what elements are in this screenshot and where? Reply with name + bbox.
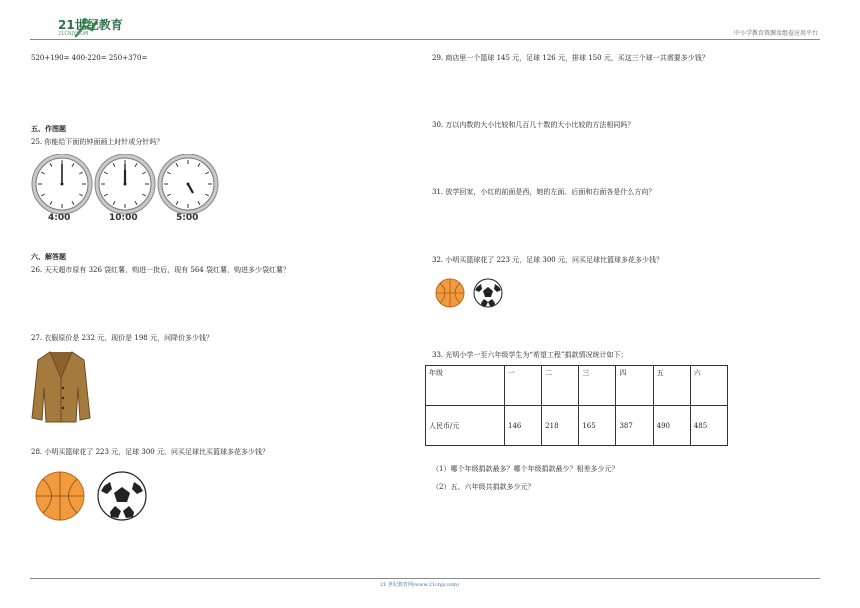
clock-label-2: 10:00 [109, 213, 138, 223]
question-28: 28. 小明买篮球花了 223 元，足球 300 元，问买足球比买篮球多花多少钱？ [31, 448, 269, 456]
question-31: 31. 放学回家，小红的前面是西，她的左面、后面和右面各是什么方向？ [432, 188, 656, 196]
football-image-small [472, 277, 504, 309]
table-cell: 165 [579, 406, 616, 446]
clock-label-3: 5:00 [176, 213, 199, 223]
clock-4-00 [32, 154, 92, 214]
clock-label-1: 4:00 [48, 213, 71, 223]
table-cell: 年级 [426, 366, 505, 406]
sub-question-2: （2）五、六年级共捐款多少元？ [432, 483, 535, 491]
clock-5-00 [158, 154, 218, 214]
logo-subtext: 21CNJY.COM [58, 31, 89, 37]
question-26: 26. 天天超市原有 326 袋红薯，购进一批后，现有 564 袋红薯，购进多少袋红薯？ [31, 266, 290, 274]
header-divider [30, 39, 820, 40]
footer-divider [30, 578, 820, 579]
footer-text[interactable]: 21 世纪教育网(www.21cnjy.com) [380, 582, 459, 588]
basketball-image-large [34, 470, 86, 522]
logo-text: 21世纪教育 [58, 18, 123, 32]
table-cell: 485 [690, 406, 727, 446]
table-cell: 五 [653, 366, 690, 406]
table-cell: 一 [505, 366, 542, 406]
section-5-title: 五、作图题 [31, 124, 66, 133]
question-29: 29. 商店里一个篮球 145 元，足球 126 元，排球 150 元，买这三个球一共需要多少钱？ [432, 54, 709, 62]
coat-image [30, 348, 92, 424]
table-cell: 六 [690, 366, 727, 406]
football-image-large [96, 470, 148, 522]
table-row [426, 406, 728, 446]
basketball-image-small [434, 277, 466, 309]
sub-question-1: （1）哪个年级捐款最多？哪个年级捐款最少？相差多少元？ [432, 465, 619, 473]
table-cell: 二 [542, 366, 579, 406]
table-cell: 四 [616, 366, 653, 406]
clock-10-00 [95, 154, 155, 214]
donation-table [425, 365, 728, 446]
table-cell: 218 [542, 406, 579, 446]
calc-line: 520+190= 400-220= 250+370= [31, 54, 148, 62]
table-cell: 人民币/元 [426, 406, 505, 446]
question-30: 30. 万以内数的大小比较和几百几十数的大小比较的方法相同吗？ [432, 121, 635, 129]
table-cell: 387 [616, 406, 653, 446]
question-32: 32. 小明买篮球花了 223 元，足球 300 元，问买足球比篮球多花多少钱？ [432, 256, 663, 264]
table-cell: 490 [653, 406, 690, 446]
table-cell: 146 [505, 406, 542, 446]
question-25: 25. 你能给下面的钟面画上时针或分针吗？ [31, 138, 164, 146]
table-header-row [426, 366, 728, 406]
section-6-title: 六、解答题 [31, 252, 66, 261]
question-33: 33. 光明小学一至六年级学生为“希望工程”捐款情况统计如下： [432, 351, 628, 359]
header-platform-text: 中小学教育资源及组卷应用平台 [733, 30, 818, 37]
table-cell: 三 [579, 366, 616, 406]
question-27: 27. 衣服原价是 232 元，现价是 198 元，问降价多少钱？ [31, 334, 213, 342]
